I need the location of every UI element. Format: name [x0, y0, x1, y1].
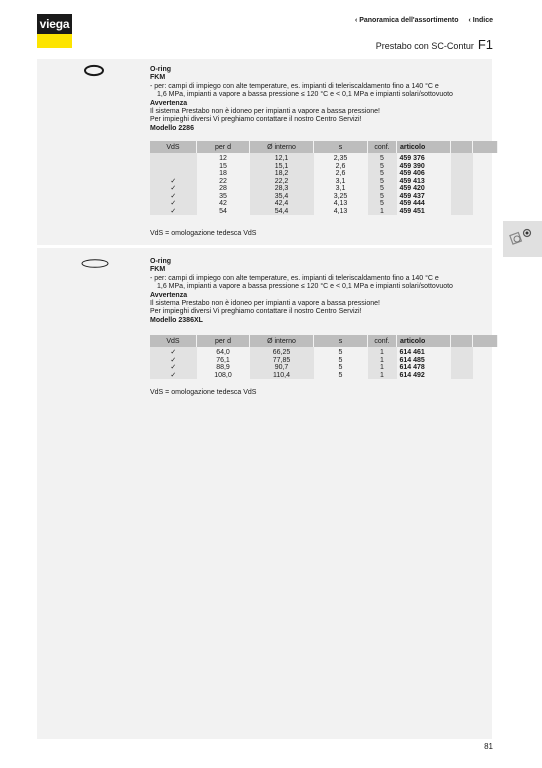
cell-vds: ✓ — [150, 200, 197, 208]
col-header-pack: conf. — [368, 141, 397, 153]
cell-pack: 5 — [368, 170, 397, 178]
cell-blank — [473, 170, 498, 178]
cell-blank — [473, 153, 498, 163]
cell-thickness: 3,25 — [333, 192, 348, 200]
cell-article: 459 451 — [399, 207, 425, 215]
product-table-2286 — [150, 141, 498, 215]
cell-diameter: 35 — [219, 192, 227, 200]
product-title: O-ring — [150, 258, 171, 265]
cell-diameter: 54 — [219, 207, 227, 215]
logo-text: viega — [37, 14, 72, 34]
cell-blank — [473, 163, 498, 171]
cell-thickness: 5 — [338, 349, 343, 357]
cell-blank — [451, 364, 473, 372]
col-header-thickness: s — [314, 141, 368, 153]
table-row — [150, 153, 498, 163]
cell-blank — [473, 364, 498, 372]
cell-blank — [473, 193, 498, 201]
cell-thickness: 5 — [338, 364, 343, 372]
col-header-thickness: s — [314, 335, 368, 347]
cell-vds — [150, 153, 197, 163]
cell-inner-diameter: 110,4 — [250, 372, 314, 380]
product-material: FKM — [150, 74, 166, 82]
cell-vds: ✓ — [150, 364, 197, 372]
cell-thickness: 5 — [338, 356, 343, 364]
table-header-row — [150, 335, 498, 347]
section-header-code: F1 — [477, 37, 493, 52]
cell-diameter: 18 — [219, 170, 227, 178]
col-header-article: articolo — [397, 335, 451, 347]
cell-pack: 1 — [368, 357, 397, 365]
section-divider — [37, 245, 492, 248]
cell-thickness: 3,1 — [335, 177, 346, 185]
table-row — [150, 208, 498, 216]
cell-blank — [451, 372, 473, 380]
cell-article: 614 485 — [399, 356, 425, 364]
cell-blank — [451, 347, 473, 357]
warning-line1: Il sistema Prestabo non è idoneo per impianti a vapore a bassa pressione! — [150, 108, 380, 116]
product-table-2386xl — [150, 335, 498, 379]
cell-thickness: 3,1 — [335, 185, 346, 193]
warning-title: Avvertenza — [150, 99, 188, 107]
page-number: 81 — [484, 742, 493, 751]
cell-vds: ✓ — [150, 357, 197, 365]
table-header-row — [150, 141, 498, 153]
cell-article: 459 437 — [399, 192, 425, 200]
viega-logo — [37, 14, 72, 48]
table-row — [150, 170, 498, 178]
fitting-icon — [503, 221, 542, 257]
cell-diameter: 108,0 — [214, 371, 232, 379]
model-label: Modello 2286 — [150, 124, 194, 132]
cell-inner-diameter: 42,4 — [250, 200, 314, 208]
cell-blank — [451, 357, 473, 365]
cell-blank — [451, 178, 473, 186]
cell-vds — [150, 163, 197, 171]
o-ring-thick-icon — [83, 64, 105, 77]
col-header-vds: VdS — [150, 141, 197, 153]
product-info-2286 — [150, 66, 490, 133]
table-row — [150, 200, 498, 208]
cell-vds: ✓ — [150, 208, 197, 216]
overview-link[interactable]: ‹ Panoramica dell'assortimento — [354, 17, 459, 24]
cell-blank — [473, 185, 498, 193]
cell-inner-diameter: 18,2 — [250, 170, 314, 178]
col-header-article: articolo — [397, 141, 451, 153]
cell-article: 459 413 — [399, 177, 425, 185]
cell-blank — [473, 200, 498, 208]
cell-blank — [451, 193, 473, 201]
cell-vds: ✓ — [150, 178, 197, 186]
cell-pack: 5 — [368, 193, 397, 201]
col-header-blank-1 — [451, 141, 473, 153]
section-header-title: Prestabo con SC-Contur — [375, 41, 474, 51]
cell-blank — [473, 347, 498, 357]
side-chapter-tab[interactable] — [503, 221, 542, 257]
col-header-vds: VdS — [150, 335, 197, 347]
col-header-pack: conf. — [368, 335, 397, 347]
col-header-diameter: per d — [197, 141, 250, 153]
warning-line1: Il sistema Prestabo non è idoneo per impianti a vapore a bassa pressione! — [150, 300, 380, 308]
cell-article: 459 444 — [399, 200, 425, 208]
index-link-label: Indice — [472, 17, 493, 24]
table-row — [150, 185, 498, 193]
cell-thickness: 2,6 — [335, 170, 346, 178]
table-row — [150, 193, 498, 201]
cell-inner-diameter: 12,1 — [250, 153, 314, 163]
cell-thickness: 4,13 — [333, 207, 348, 215]
col-header-blank-2 — [473, 141, 498, 153]
col-header-inner-diameter: Ø interno — [250, 141, 314, 153]
cell-inner-diameter: 90,7 — [250, 364, 314, 372]
col-header-blank-2 — [473, 335, 498, 347]
col-header-blank-1 — [451, 335, 473, 347]
cell-article: 614 478 — [399, 364, 425, 372]
cell-pack: 5 — [368, 163, 397, 171]
cell-diameter: 28 — [219, 185, 227, 193]
product-description-line2: 1,6 MPa, impianti a vapore a bassa pressione ≤ 120 °C e < 0,1 MPa e impianti solari/sottovuoto — [157, 91, 453, 99]
warning-line2: Per impieghi diversi Vi preghiamo contattare il nostro Centro Servizi! — [150, 308, 362, 316]
cell-blank — [473, 372, 498, 380]
cell-pack: 1 — [368, 208, 397, 216]
cell-article: 459 376 — [399, 155, 425, 163]
warning-line2: Per impieghi diversi Vi preghiamo contattare il nostro Centro Servizi! — [150, 116, 362, 124]
cell-thickness: 4,13 — [333, 200, 348, 208]
cell-blank — [451, 200, 473, 208]
vds-note: VdS = omologazione tedesca VdS — [150, 230, 257, 237]
cell-diameter: 64,0 — [216, 349, 230, 357]
cell-blank — [451, 163, 473, 171]
table-row — [150, 347, 498, 357]
cell-vds: ✓ — [150, 372, 197, 380]
index-link[interactable]: ‹ Indice — [468, 17, 493, 24]
cell-inner-diameter: 77,85 — [250, 357, 314, 365]
cell-pack: 1 — [368, 364, 397, 372]
cell-vds — [150, 170, 197, 178]
cell-inner-diameter: 22,2 — [250, 178, 314, 186]
model-label: Modello 2386XL — [150, 316, 203, 324]
cell-vds: ✓ — [150, 347, 197, 357]
section-header — [376, 37, 493, 52]
cell-article: 459 420 — [399, 185, 425, 193]
cell-blank — [451, 208, 473, 216]
cell-inner-diameter: 35,4 — [250, 193, 314, 201]
cell-article: 614 461 — [399, 349, 425, 357]
top-navigation — [347, 17, 493, 24]
cell-vds: ✓ — [150, 193, 197, 201]
cell-thickness: 2,6 — [335, 162, 346, 170]
cell-pack: 5 — [368, 185, 397, 193]
cell-pack: 5 — [368, 178, 397, 186]
cell-thickness: 2,35 — [333, 155, 348, 163]
overview-link-label: Panoramica dell'assortimento — [359, 17, 459, 24]
table-row — [150, 178, 498, 186]
cell-pack: 1 — [368, 372, 397, 380]
cell-inner-diameter: 28,3 — [250, 185, 314, 193]
table-row — [150, 357, 498, 365]
cell-blank — [473, 208, 498, 216]
o-ring-thin-icon — [80, 258, 110, 269]
table-row — [150, 163, 498, 171]
vds-note: VdS = omologazione tedesca VdS — [150, 389, 257, 396]
cell-pack: 1 — [368, 347, 397, 357]
product-title: O-ring — [150, 66, 171, 73]
cell-blank — [473, 357, 498, 365]
product-description-line1: - per: campi di impiego con alte temperature, es. impianti di teleriscaldamento fino a 140 °C e — [150, 82, 439, 90]
cell-blank — [451, 170, 473, 178]
cell-article: 614 492 — [399, 371, 425, 379]
cell-diameter: 88,9 — [216, 364, 230, 372]
table-row — [150, 364, 498, 372]
cell-pack: 5 — [368, 153, 397, 163]
cell-inner-diameter: 54,4 — [250, 208, 314, 216]
product-info-2386xl — [150, 258, 490, 325]
warning-title: Avvertenza — [150, 291, 188, 299]
cell-inner-diameter: 15,1 — [250, 163, 314, 171]
col-header-inner-diameter: Ø interno — [250, 335, 314, 347]
product-description-line2: 1,6 MPa, impianti a vapore a bassa pressione ≤ 120 °C e < 0,1 MPa e impianti solari/sottovuoto — [157, 283, 453, 291]
cell-diameter: 15 — [219, 162, 227, 170]
cell-blank — [473, 178, 498, 186]
cell-vds: ✓ — [150, 185, 197, 193]
cell-blank — [451, 185, 473, 193]
cell-diameter: 76,1 — [216, 356, 230, 364]
cell-diameter: 42 — [219, 200, 227, 208]
cell-diameter: 22 — [219, 177, 227, 185]
cell-article: 459 406 — [399, 170, 425, 178]
cell-thickness: 5 — [338, 371, 343, 379]
cell-inner-diameter: 66,25 — [250, 347, 314, 357]
table-row — [150, 372, 498, 380]
cell-pack: 5 — [368, 200, 397, 208]
col-header-diameter: per d — [197, 335, 250, 347]
product-description-line1: - per: campi di impiego con alte temperature, es. impianti di teleriscaldamento fino a 140 °C e — [150, 274, 439, 282]
cell-diameter: 12 — [219, 155, 227, 163]
cell-article: 459 390 — [399, 162, 425, 170]
cell-blank — [451, 153, 473, 163]
product-material: FKM — [150, 266, 166, 274]
